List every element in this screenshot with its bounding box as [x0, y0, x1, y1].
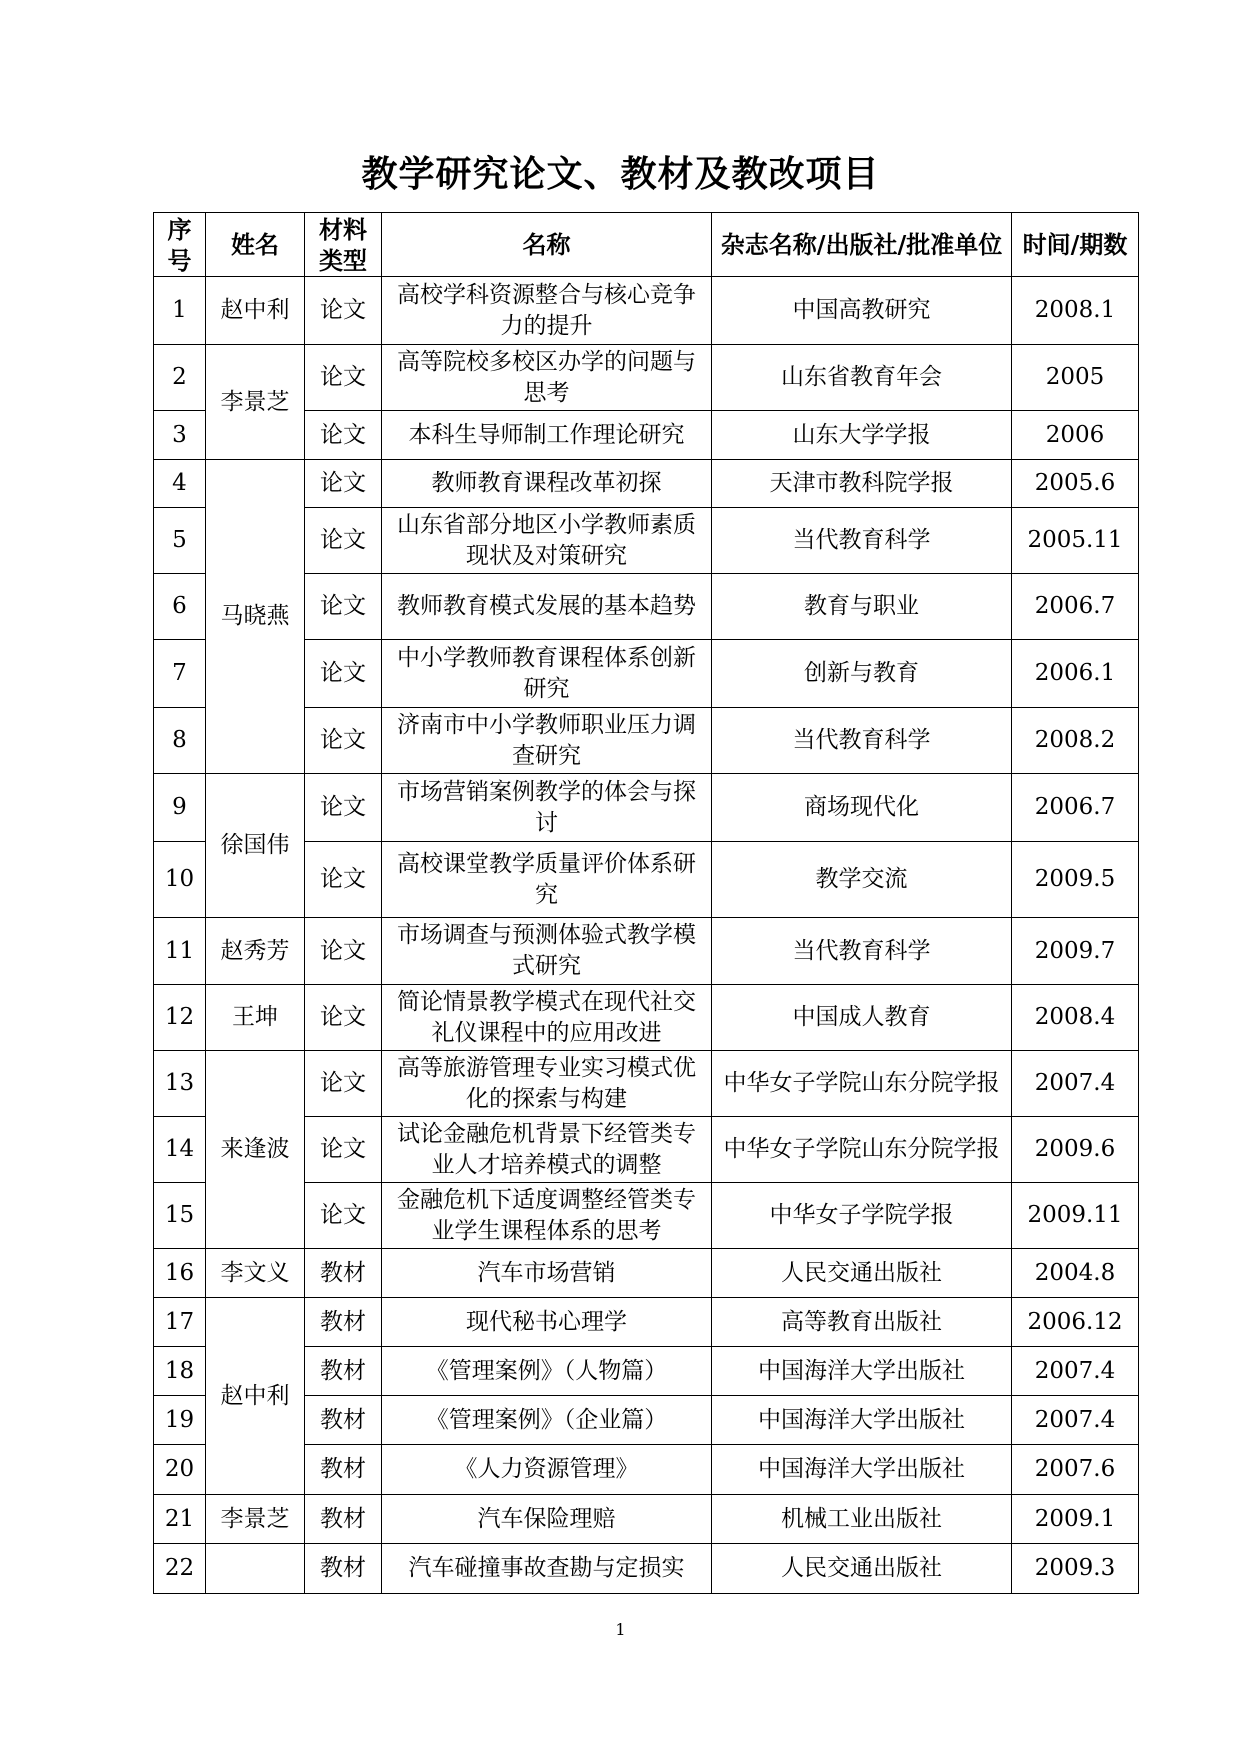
cell-type: 论文: [305, 1051, 382, 1117]
cell-date: 2005.11: [1012, 508, 1139, 574]
cell-publisher: 中华女子学院山东分院学报: [712, 1051, 1012, 1117]
table-row: [154, 460, 1139, 508]
cell-publisher: 人民交通出版社: [712, 1249, 1012, 1298]
cell-date: 2008.2: [1012, 708, 1139, 774]
cell-date: 2006: [1012, 411, 1139, 460]
cell-date: 2005: [1012, 345, 1139, 411]
cell-date: 2007.6: [1012, 1445, 1139, 1495]
cell-date: 2009.6: [1012, 1117, 1139, 1183]
cell-type: 论文: [305, 345, 382, 411]
cell-date: 2006.1: [1012, 640, 1139, 708]
table-row: [154, 1298, 1139, 1347]
header-name: 姓名: [206, 213, 305, 277]
cell-no: 10: [154, 842, 206, 918]
cell-date: 2004.8: [1012, 1249, 1139, 1298]
cell-publisher: 当代教育科学: [712, 708, 1012, 774]
cell-no: 22: [154, 1544, 206, 1594]
cell-title: 济南市中小学教师职业压力调查研究: [382, 708, 712, 774]
cell-publisher: 当代教育科学: [712, 508, 1012, 574]
cell-date: 2009.1: [1012, 1495, 1139, 1544]
cell-type: 教材: [305, 1544, 382, 1594]
cell-publisher: 人民交通出版社: [712, 1544, 1012, 1594]
cell-no: 9: [154, 774, 206, 842]
cell-publisher: 中国海洋大学出版社: [712, 1396, 1012, 1445]
cell-type: 教材: [305, 1445, 382, 1495]
cell-date: 2009.7: [1012, 918, 1139, 985]
table-row: [154, 1249, 1139, 1298]
cell-type: 论文: [305, 708, 382, 774]
header-no: 序号: [154, 213, 206, 277]
table-row: [154, 1544, 1139, 1594]
cell-no: 11: [154, 918, 206, 985]
cell-title: 高等旅游管理专业实习模式优化的探索与构建: [382, 1051, 712, 1117]
cell-title: 高校学科资源整合与核心竞争力的提升: [382, 277, 712, 345]
table-row: [154, 918, 1139, 985]
cell-type: 论文: [305, 1183, 382, 1249]
cell-date: 2006.12: [1012, 1298, 1139, 1347]
cell-title: 汽车碰撞事故查勘与定损实: [382, 1544, 712, 1594]
cell-name: 赵中利: [206, 277, 305, 345]
cell-no: 21: [154, 1495, 206, 1544]
cell-publisher: 中国海洋大学出版社: [712, 1347, 1012, 1396]
cell-title: 《管理案例》（企业篇）: [382, 1396, 712, 1445]
cell-title: 试论金融危机背景下经管类专业人才培养模式的调整: [382, 1117, 712, 1183]
cell-no: 1: [154, 277, 206, 345]
cell-publisher: 中华女子学院学报: [712, 1183, 1012, 1249]
page-number: 1: [615, 1620, 626, 1639]
cell-publisher: 创新与教育: [712, 640, 1012, 708]
cell-type: 论文: [305, 460, 382, 508]
cell-title: 市场营销案例教学的体会与探讨: [382, 774, 712, 842]
header-type: 材料类型: [305, 213, 382, 277]
cell-title: 市场调查与预测体验式教学模式研究: [382, 918, 712, 985]
cell-date: 2006.7: [1012, 574, 1139, 640]
cell-no: 20: [154, 1445, 206, 1495]
cell-publisher: 教育与职业: [712, 574, 1012, 640]
cell-type: 论文: [305, 277, 382, 345]
header-row: [154, 213, 1139, 277]
cell-title: 教师教育课程改革初探: [382, 460, 712, 508]
cell-name: 李文义: [206, 1249, 305, 1298]
cell-title: 现代秘书心理学: [382, 1298, 712, 1347]
header-date: 时间/期数: [1012, 213, 1139, 277]
table-row: [154, 774, 1139, 842]
cell-no: 16: [154, 1249, 206, 1298]
cell-no: 19: [154, 1396, 206, 1445]
cell-publisher: 中国成人教育: [712, 985, 1012, 1051]
cell-name: 赵秀芳: [206, 918, 305, 985]
cell-publisher: 天津市教科院学报: [712, 460, 1012, 508]
cell-no: 12: [154, 985, 206, 1051]
cell-no: 8: [154, 708, 206, 774]
cell-no: 5: [154, 508, 206, 574]
cell-name: [206, 1544, 305, 1594]
cell-title: 金融危机下适度调整经管类专业学生课程体系的思考: [382, 1183, 712, 1249]
cell-publisher: 山东省教育年会: [712, 345, 1012, 411]
cell-type: 教材: [305, 1347, 382, 1396]
cell-type: 论文: [305, 508, 382, 574]
cell-name: 王坤: [206, 985, 305, 1051]
cell-no: 18: [154, 1347, 206, 1396]
cell-title: 教师教育模式发展的基本趋势: [382, 574, 712, 640]
cell-no: 13: [154, 1051, 206, 1117]
cell-type: 论文: [305, 640, 382, 708]
cell-date: 2007.4: [1012, 1347, 1139, 1396]
cell-type: 论文: [305, 411, 382, 460]
cell-title: 汽车市场营销: [382, 1249, 712, 1298]
table-row: [154, 1051, 1139, 1117]
cell-type: 教材: [305, 1495, 382, 1544]
cell-title: 中小学教师教育课程体系创新研究: [382, 640, 712, 708]
cell-name: 徐国伟: [206, 774, 305, 918]
cell-publisher: 当代教育科学: [712, 918, 1012, 985]
cell-publisher: 中国海洋大学出版社: [712, 1445, 1012, 1495]
cell-type: 论文: [305, 842, 382, 918]
cell-type: 教材: [305, 1396, 382, 1445]
header-publisher: 杂志名称/出版社/批准单位: [712, 213, 1012, 277]
cell-no: 2: [154, 345, 206, 411]
cell-no: 6: [154, 574, 206, 640]
table-row: [154, 985, 1139, 1051]
cell-title: 山东省部分地区小学教师素质现状及对策研究: [382, 508, 712, 574]
table-row: [154, 345, 1139, 411]
cell-name: 李景芝: [206, 345, 305, 460]
table-row: [154, 277, 1139, 345]
cell-publisher: 中国高教研究: [712, 277, 1012, 345]
cell-type: 论文: [305, 774, 382, 842]
cell-no: 14: [154, 1117, 206, 1183]
cell-name: 马晓燕: [206, 460, 305, 774]
cell-publisher: 高等教育出版社: [712, 1298, 1012, 1347]
cell-publisher: 中华女子学院山东分院学报: [712, 1117, 1012, 1183]
cell-date: 2007.4: [1012, 1051, 1139, 1117]
cell-publisher: 商场现代化: [712, 774, 1012, 842]
header-title: 名称: [382, 213, 712, 277]
cell-date: 2009.3: [1012, 1544, 1139, 1594]
cell-type: 论文: [305, 985, 382, 1051]
cell-date: 2009.5: [1012, 842, 1139, 918]
cell-date: 2008.1: [1012, 277, 1139, 345]
cell-publisher: 山东大学学报: [712, 411, 1012, 460]
page-title: 教学研究论文、教材及教改项目: [361, 153, 880, 195]
cell-title: 本科生导师制工作理论研究: [382, 411, 712, 460]
cell-no: 7: [154, 640, 206, 708]
cell-name: 来逢波: [206, 1051, 305, 1249]
cell-type: 教材: [305, 1249, 382, 1298]
cell-date: 2009.11: [1012, 1183, 1139, 1249]
cell-no: 4: [154, 460, 206, 508]
cell-type: 论文: [305, 918, 382, 985]
cell-title: 《人力资源管理》: [382, 1445, 712, 1495]
cell-date: 2008.4: [1012, 985, 1139, 1051]
cell-date: 2005.6: [1012, 460, 1139, 508]
cell-publisher: 机械工业出版社: [712, 1495, 1012, 1544]
cell-no: 17: [154, 1298, 206, 1347]
cell-no: 15: [154, 1183, 206, 1249]
cell-date: 2007.4: [1012, 1396, 1139, 1445]
cell-title: 高校课堂教学质量评价体系研究: [382, 842, 712, 918]
cell-name: 赵中利: [206, 1298, 305, 1495]
cell-no: 3: [154, 411, 206, 460]
cell-title: 简论情景教学模式在现代社交礼仪课程中的应用改进: [382, 985, 712, 1051]
cell-name: 李景芝: [206, 1495, 305, 1544]
cell-title: 高等院校多校区办学的问题与思考: [382, 345, 712, 411]
cell-publisher: 教学交流: [712, 842, 1012, 918]
table-row: [154, 1495, 1139, 1544]
research-table: [153, 212, 1139, 1594]
cell-date: 2006.7: [1012, 774, 1139, 842]
cell-type: 教材: [305, 1298, 382, 1347]
cell-type: 论文: [305, 574, 382, 640]
cell-title: 汽车保险理赔: [382, 1495, 712, 1544]
cell-title: 《管理案例》（人物篇）: [382, 1347, 712, 1396]
cell-type: 论文: [305, 1117, 382, 1183]
